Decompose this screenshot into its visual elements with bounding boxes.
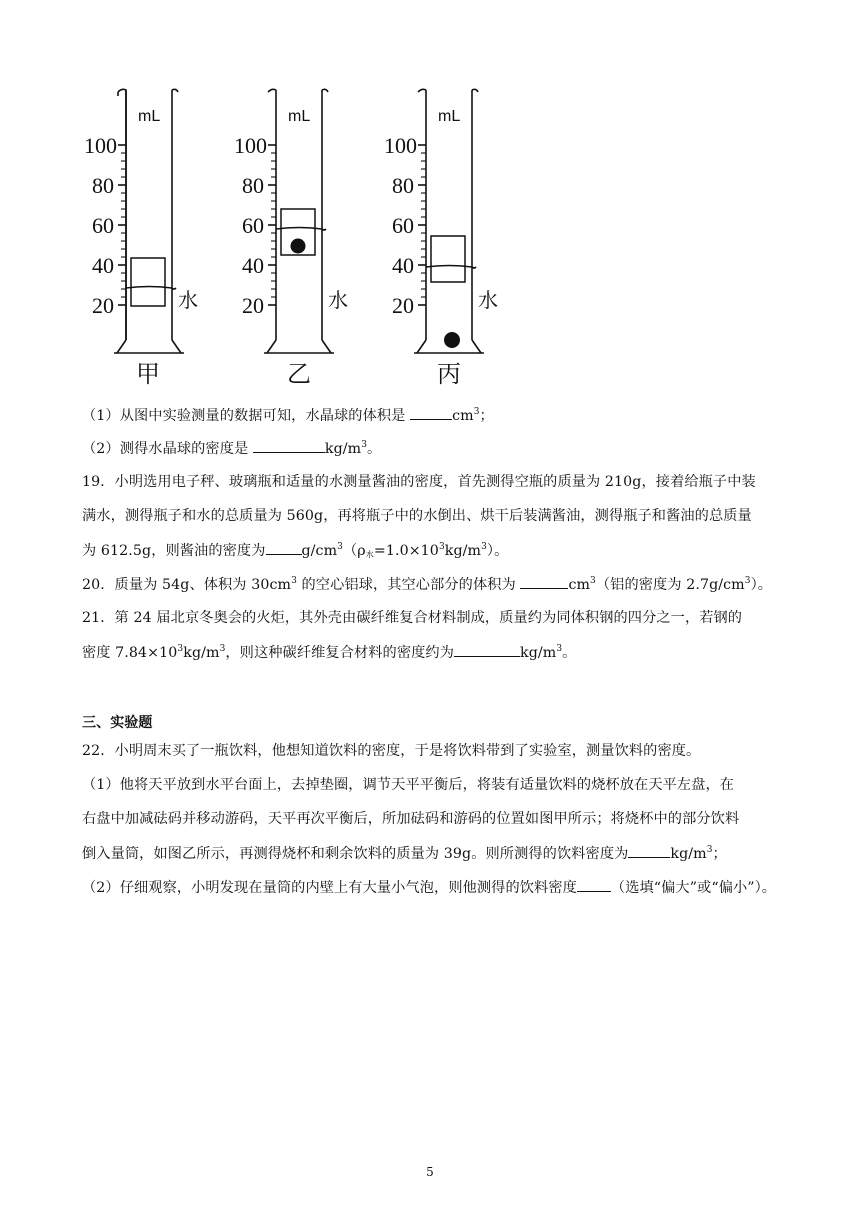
q18-part2-unit-exp: 3 (361, 440, 368, 450)
q20-mid-text: 的空心铝球，其空心部分的体积为 (296, 577, 521, 593)
cylinder-bing-tick-60: 60 (392, 213, 414, 238)
q22-part2-end: （选填“偏大”或“偏小”）。 (610, 880, 777, 896)
cylinder-yi-water-label: 水 (328, 288, 348, 312)
cylinder-yi-tick-100: 100 (234, 133, 267, 158)
q20-unit: cm (568, 577, 591, 593)
cylinder-bing-tick-20: 20 (392, 293, 414, 318)
q18-part2 (82, 438, 820, 459)
q18-part1-unit: cm (452, 408, 474, 424)
cylinder-figure-svg (0, 0, 860, 395)
q21-unit-exp: 3 (556, 644, 563, 654)
cylinder-yi-tick-80: 80 (242, 173, 264, 198)
cylinder-yi-tick-40: 40 (242, 253, 264, 278)
q19-rho-value: =1.0×10 (373, 543, 439, 559)
q19-line3-text: 为 612.5g，则酱油的密度为 (82, 543, 266, 559)
cylinder-jia-tick-100: 100 (84, 133, 117, 158)
q22-part1-line3 (82, 843, 820, 864)
cylinder-yi-tick-60: 60 (242, 213, 264, 238)
cylinder-bing-water-label: 水 (478, 288, 498, 312)
q18-part1-end: ； (479, 408, 494, 424)
q20-end: ）。 (750, 577, 773, 593)
q22-part1-line1: （1）他将天平放到水平台面上，去掉垫圈，调节天平平衡后，将装有适量饮料的烧杯放在天平左盘，在 (82, 777, 735, 793)
q18-part2-text: （2）测得水晶球的密度是 (82, 441, 253, 457)
q22-intro: 22．小明周末买了一瓶饮料，他想知道饮料的密度，于是将饮料带到了实验室，测量饮料的密度。 (82, 743, 701, 759)
q21-line2 (82, 642, 820, 663)
q19-rho-unit: kg/m (444, 543, 482, 559)
q18-part2-end: 。 (367, 441, 382, 457)
q19-unit-exp: 3 (337, 542, 343, 552)
q21-unit: kg/m (520, 645, 557, 661)
q20-text: 20．质量为 54g、体积为 30cm (82, 577, 292, 593)
q21-line1: 21．第 24 届北京冬奥会的火炬，其外壳由碳纤维复合材料制成，质量约为同体积钢的四分之一，若钢的 (82, 610, 743, 626)
cylinder-bing-tick-80: 80 (392, 173, 414, 198)
q19-rho-sub: 水 (365, 550, 374, 559)
cylinder-figure (0, 0, 860, 395)
q21-end: 。 (562, 645, 577, 661)
cylinder-bing-tick-40: 40 (392, 253, 414, 278)
q22-part2-answer-blank[interactable] (577, 877, 611, 892)
q19-line3 (82, 540, 820, 561)
q22-part1-unit: kg/m (670, 846, 707, 862)
q18-part2-unit: kg/m (324, 441, 362, 457)
q20-line (82, 574, 820, 595)
q21-steel-density-exp: 3 (177, 644, 184, 654)
q19-unit: g/cm (301, 543, 338, 559)
q21-steel-density: 密度 7.84×10 (82, 645, 178, 661)
q19-answer-blank[interactable] (266, 540, 302, 555)
q18-part1 (82, 405, 820, 426)
q20-volume-exp: 3 (291, 576, 297, 586)
q20-density-exp: 3 (744, 576, 751, 586)
cylinder-bing-unit: mL (438, 108, 461, 125)
q18-part1-answer-blank[interactable] (410, 405, 452, 420)
q22-part1-answer-blank[interactable] (628, 843, 670, 858)
cylinder-jia-tick-20: 20 (92, 293, 114, 318)
q18-part1-unit-exp: 3 (473, 407, 480, 417)
q22-part1-line2: 右盘中加减砝码并移动游码，天平再次平衡后，所加砝码和游码的位置如图甲所示；将烧杯中的部分饮料 (82, 811, 740, 827)
q21-question-text: ，则这种碳纤维复合材料的密度约为 (225, 645, 454, 661)
q21-answer-blank[interactable] (454, 642, 520, 657)
cylinder-jia-tick-40: 40 (92, 253, 114, 278)
cylinder-bing-tick-100: 100 (384, 133, 417, 158)
q18-part1-text: （1）从图中实验测量的数据可知，水晶球的体积是 (82, 408, 411, 424)
q21-steel-unit: kg/m (183, 645, 220, 661)
cylinder-jia-tick-80: 80 (92, 173, 114, 198)
cylinder-yi-caption: 乙 (287, 360, 311, 388)
cylinder-jia-unit: mL (138, 108, 161, 125)
section-heading: 三、实验题 (82, 715, 153, 731)
cylinder-jia-water-label: 水 (178, 288, 198, 312)
q22-part1-unit-exp: 3 (706, 845, 713, 855)
q22-part2 (82, 877, 820, 898)
q19-line3-end: ）。 (486, 543, 509, 559)
q22-part2-text: （2）仔细观察，小明发现在量筒的内壁上有大量小气泡，则他测得的饮料密度 (82, 880, 577, 896)
cylinder-jia-tick-60: 60 (92, 213, 114, 238)
q19-line2: 满水，测得瓶子和水的总质量为 560g，再将瓶子中的水倒出、烘干后装满酱油，测得瓶子和酱油的总质量 (82, 508, 752, 524)
cylinder-yi-unit: mL (288, 108, 311, 125)
cylinder-bing-caption: 丙 (437, 360, 461, 388)
cylinder-jia (114, 89, 184, 353)
q19-rho: （ρ (343, 543, 366, 559)
cylinder-yi (264, 89, 334, 353)
q18-part2-answer-blank[interactable] (253, 438, 325, 453)
cylinder-jia-caption: 甲 (136, 360, 160, 388)
q19-rho-exp: 3 (438, 542, 445, 552)
q21-steel-unit-exp: 3 (219, 644, 226, 654)
q19-line1: 19．小明选用电子秤、玻璃瓶和适量的水测量酱油的密度，首先测得空瓶的质量为 210g，接着给瓶子中装 (82, 474, 756, 490)
q22-part1-line3-text: 倒入量筒，如图乙所示，再测得烧杯和剩余饮料的质量为 39g。则所测得的饮料密度为 (82, 846, 629, 862)
page-number: 5 (426, 1165, 434, 1179)
cylinder-bing (414, 89, 484, 353)
q19-rho-unit-exp: 3 (481, 542, 487, 552)
q22-part1-end: ； (712, 846, 727, 862)
q20-unit-exp: 3 (590, 576, 596, 586)
q20-answer-blank[interactable] (520, 574, 568, 589)
cylinder-yi-tick-20: 20 (242, 293, 264, 318)
q20-density-text: （铝的密度为 2.7g/cm (595, 577, 745, 593)
